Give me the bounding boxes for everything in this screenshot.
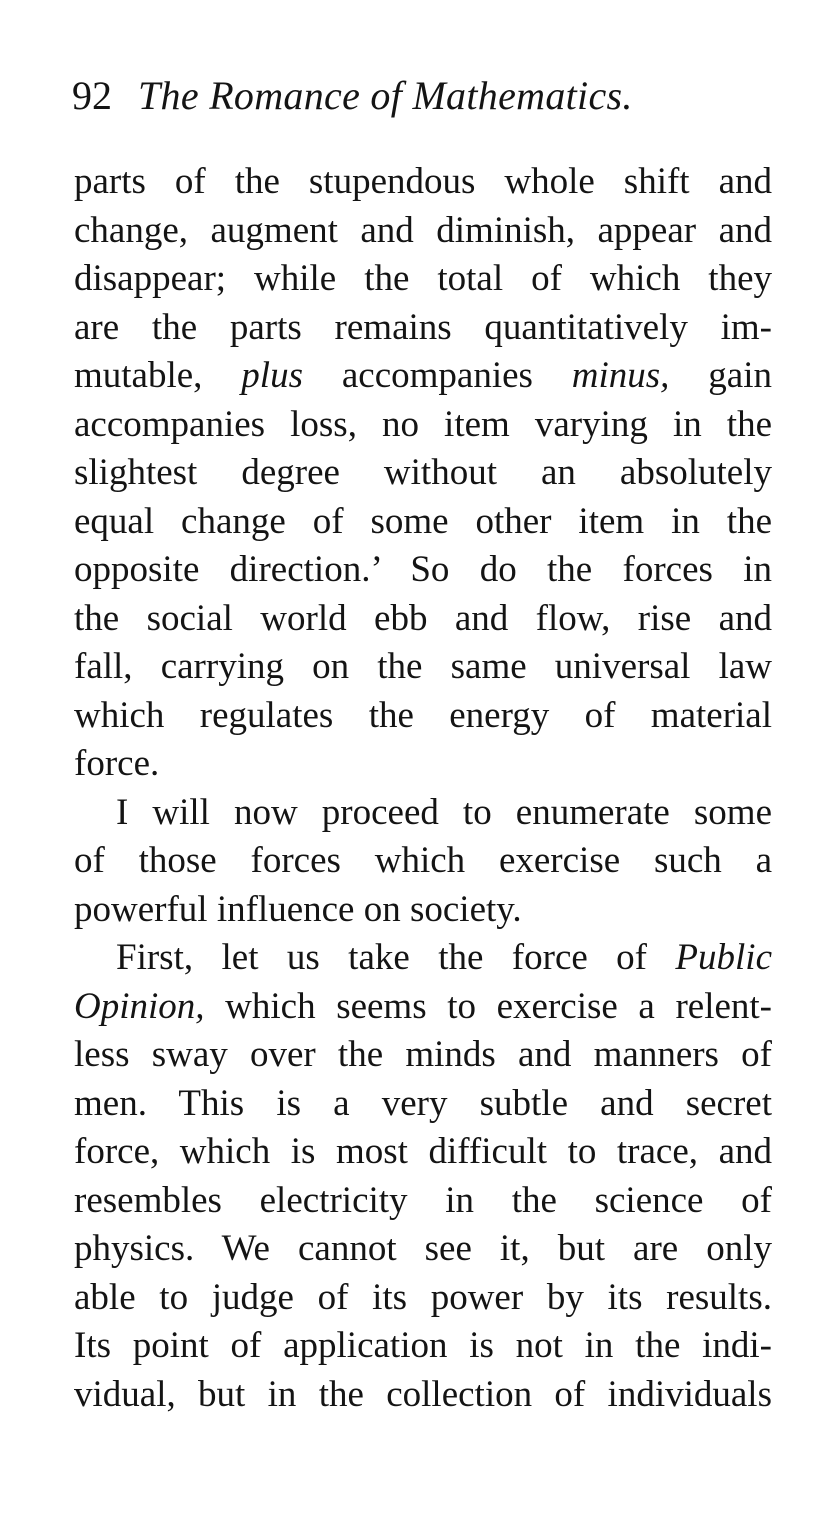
text-line: opposite direction.’ So do the forces in [74,549,772,590]
text-line: physics. We cannot see it, but are only [74,1228,772,1269]
text-line: change, augment and diminish, appear and [74,209,772,251]
text-line-with-italics [74,983,772,1032]
text-line: able to judge of its power by its results. [74,1276,772,1318]
text-line: disappear; while the total of which they [74,258,772,299]
text-line-with-italics [74,934,772,983]
italic-word-opinion: Opinion, [74,985,205,1027]
book-title: The Romance of Mathematics. [138,73,633,118]
text-line: parts of the stupendous whole shift and [74,161,772,202]
text-line: vidual, but in the collection of individuals [74,1373,772,1415]
text-line: men. This is a very subtle and secret [74,1082,772,1124]
italic-word-minus: minus, [571,355,670,396]
text-span: gain [708,355,772,396]
text-span: First, let us take the force of [116,937,648,978]
text-line-with-italics [74,352,772,401]
text-line: force, which is most difficult to trace, and [74,1131,772,1172]
text-line: resembles electricity in the science of [74,1179,772,1221]
page-number: 92 [72,73,112,118]
text-span: accompanies [341,355,533,396]
body-text [74,158,772,1419]
text-line: I will now proceed to enumerate some [116,791,772,833]
text-line: slightest degree without an absolutely [74,452,772,493]
text-span: mutable, [74,355,203,396]
text-line: which regulates the energy of material [74,694,772,736]
text-line: accompanies loss, no item varying in the [74,403,772,445]
text-line: fall, carrying on the same universal law [74,646,772,687]
text-line: of those forces which exercise such a [74,840,772,881]
text-line: equal change of some other item in the [74,500,772,542]
text-line: are the parts remains quantitatively im- [74,306,772,348]
text-line: powerful influence on society. [74,888,522,930]
text-line: the social world ebb and flow, rise and [74,597,772,639]
text-line: force. [74,743,160,784]
italic-word-plus: plus [241,355,303,396]
text-line: less sway over the minds and manners of [74,1034,772,1075]
text-line: Its point of application is not in the indi- [74,1325,772,1366]
running-head [72,72,772,120]
italic-word-public: Public [675,937,772,978]
text-span: which seems to exercise a relent- [225,985,772,1027]
